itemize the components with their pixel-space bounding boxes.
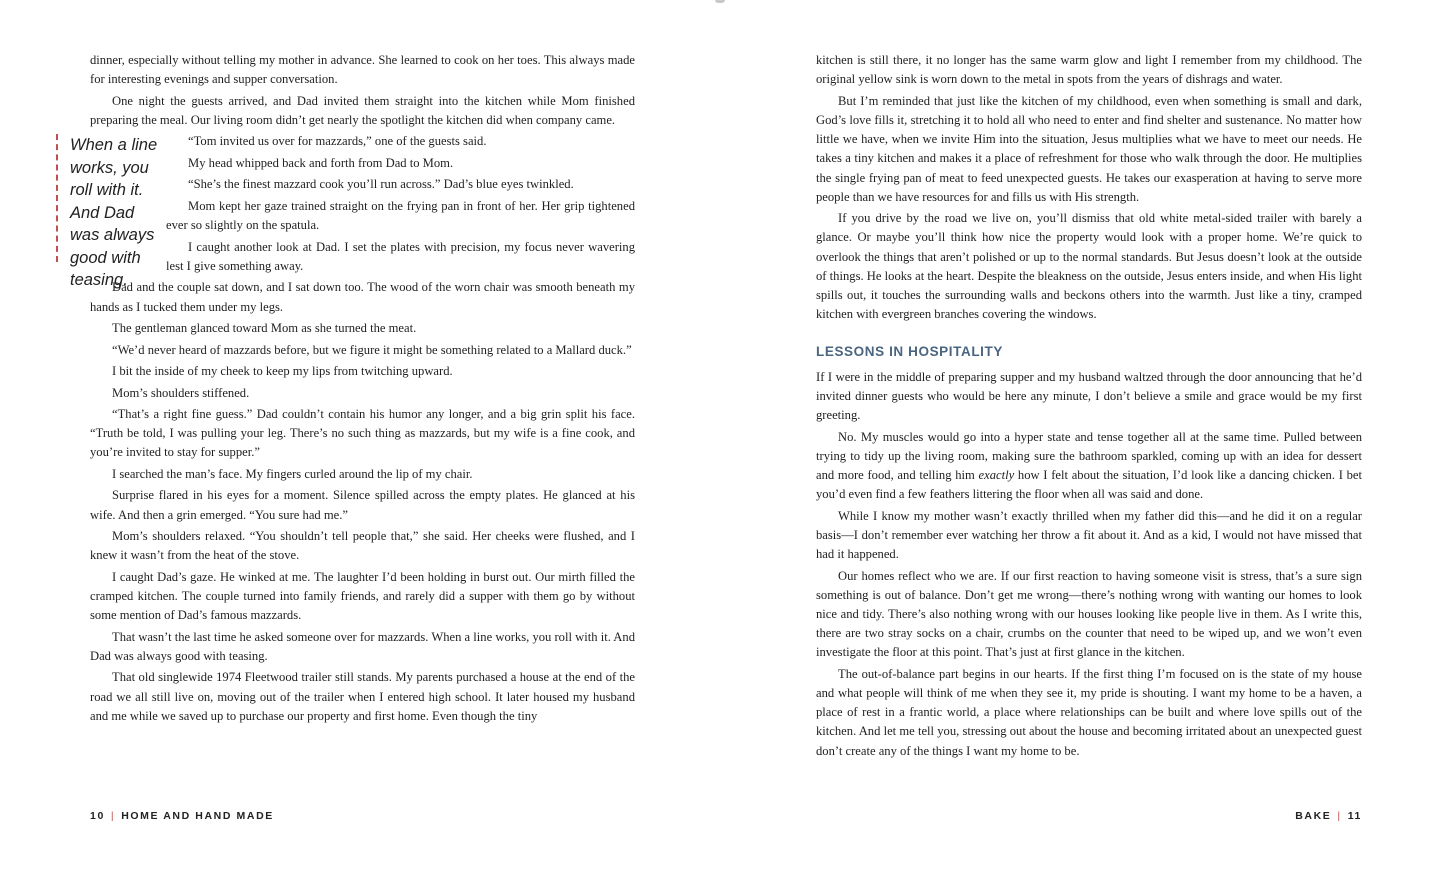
footer-separator: | bbox=[110, 810, 116, 822]
paragraph: That old singlewide 1974 Fleetwood trailer still stands. My parents purchased a house at the end of the road we all still live on, moving out of the trailer when I entered high school. It later housed my husband and me while we saved up to purchase our property and first home. Even though the tiny bbox=[90, 670, 635, 723]
text-run: No. My muscles would go into a hyper state and tense together all at the same time. Pulled between trying to tidy up the living room, making sure the bathroom sparkled, coming up with an idea for dessert and more food, and telling him bbox=[816, 429, 1362, 482]
paragraph: Our homes reflect who we are. If our first reaction to having someone visit is stress, that’s a sure sign something is out of balance. Don’t get me wrong—there’s nothing wrong with wanting our homes to look nice and tidy. There’s also nothing wrong with our houses looking like people live in them. As I write this, there are two stray socks on a chair, crumbs on the counter that need to be wiped up, and we won’t even investigate the floor at this point. That’s just at first glance in the kitchen. bbox=[816, 568, 1362, 660]
paragraph: Surprise flared in his eyes for a moment. Silence spilled across the empty plates. He glanced at his wife. And then a grin emerged. “You sure had me.” bbox=[90, 488, 635, 522]
right-body-text bbox=[816, 51, 1362, 763]
paragraph: kitchen is still there, it no longer has the same warm glow and light I remember from my childhood. The original yellow sink is worn down to the metal in spots from the years of dishrags and water. bbox=[816, 53, 1362, 87]
paragraph: I searched the man’s face. My fingers curled around the lip of my chair. bbox=[112, 466, 473, 481]
paragraph bbox=[816, 428, 1362, 505]
paragraph: If I were in the middle of preparing supper and my husband waltzed through the door announcing that he’d invited dinner guests who would be here any minute, I don’t believe a smile and grace would be my first greeting. bbox=[816, 369, 1362, 423]
paragraph: Mom’s shoulders stiffened. bbox=[112, 385, 250, 400]
paragraph: The out-of-balance part begins in our hearts. If the first thing I’m focused on is the state of my house and what people will think of me when they see it, my pride is shouting. I want my home to be a haven, a place of rest in a frantic world, a place where relationships can be built and where love spills out of the kitchen. And let me tell you, stressing out about the house and becoming irritated about an unexpected guest don’t create any of the things I want my home to be. bbox=[816, 666, 1362, 758]
paragraph: But I’m reminded that just like the kitchen of my childhood, even when something is small and dark, God’s love fills it, stretching it to hold all who need to enter and find shelter and sustenance. No matter how little we have, when we invite Him into the situation, Jesus multiplies what we have to meet our needs. He takes a tiny kitchen and makes it a place of refreshment for those who walk through the door. He multiplies the single frying pan of meat to feed unexpected guests. He takes our exasperation at having to serve more people than we have resources for and fills us with His strength. bbox=[816, 93, 1362, 204]
right-footer bbox=[1295, 810, 1362, 822]
paragraph: Dad and the couple sat down, and I sat down too. The wood of the worn chair was smooth beneath my hands as I tucked them under my legs. bbox=[90, 280, 635, 314]
paragraph: While I know my mother wasn’t exactly thrilled when my father did this—and he did it on a regular basis—I don’t remember ever watching her throw a fit about it. And as a kid, I would not have missed that had it happened. bbox=[816, 508, 1362, 562]
running-head: BAKE bbox=[1295, 810, 1332, 822]
paragraph: “She’s the finest mazzard cook you’ll run across.” Dad’s blue eyes twinkled. bbox=[188, 177, 574, 192]
paragraph: “Tom invited us over for mazzards,” one of the guests said. bbox=[188, 134, 487, 149]
paragraph: “That’s a right fine guess.” Dad couldn’t contain his humor any longer, and a big grin split his face. “Truth be told, I was pulling your leg. There’s no such thing as mazzards, but my wife is a fine cook, and you’re invited to stay for supper.” bbox=[90, 407, 635, 460]
paragraph: My head whipped back and forth from Dad to Mom. bbox=[188, 155, 454, 170]
running-head: HOME AND HAND MADE bbox=[121, 810, 274, 822]
left-page bbox=[0, 0, 719, 881]
section-heading: LESSONS IN HOSPITALITY bbox=[816, 344, 1003, 360]
left-body-text bbox=[70, 51, 635, 728]
emphasis-text: exactly bbox=[978, 467, 1015, 482]
paragraph: I caught another look at Dad. I set the plates with precision, my focus never wavering lest I give something away. bbox=[166, 239, 635, 273]
text-run: how I felt about the situation, I’d look like a dancing chicken. I bet you’d even find a few feathers littering the floor when all was said and done. bbox=[816, 467, 1363, 502]
page-number: 11 bbox=[1347, 810, 1362, 822]
paragraph: dinner, especially without telling my mother in advance. She learned to cook on her toes. This always made for interesting evenings and supper conversation. bbox=[90, 53, 635, 87]
paragraph: Mom kept her gaze trained straight on the frying pan in front of her. Her grip tightened ever so slightly on the spatula. bbox=[166, 198, 635, 233]
pull-quote-block bbox=[70, 132, 635, 290]
left-footer bbox=[90, 810, 274, 822]
paragraph: I caught Dad’s gaze. He winked at me. The laughter I’d been holding in burst out. Our mirth filled the cramped kitchen. The couple turned into family friends, and rarely did a supper with them go by without some mention of Dad’s famous mazzards. bbox=[90, 569, 635, 623]
paragraph: The gentleman glanced toward Mom as she turned the meat. bbox=[112, 321, 417, 336]
paragraph: One night the guests arrived, and Dad invited them straight into the kitchen while Mom finished preparing the meal. Our living room didn’t get nearly the spotlight the kitchen did when company came. bbox=[90, 93, 635, 127]
paragraph: If you drive by the road we live on, you’ll dismiss that old white metal-sided trailer with barely a glance. Or maybe you’ll think how nice the property would look with a proper home. We’re quick to overlook the things that aren’t polished or up to the normal standards. But Jesus doesn’t look at the outside of things. He looks at the heart. Despite the bleakness on the outside, Jesus enters inside, and when His light spills out, it touches the surrounding walls and beckons others into the warmth. Just like a tiny, cramped kitchen with evergreen branches covering the windows. bbox=[816, 211, 1362, 322]
page-number: 10 bbox=[90, 810, 105, 822]
footer-separator: | bbox=[1337, 810, 1342, 822]
paragraph: I bit the inside of my cheek to keep my lips from twitching upward. bbox=[112, 364, 453, 379]
pull-quote-adjacent-text bbox=[166, 132, 635, 278]
pull-quote: When a line works, you roll with it. And Dad was always good with teasing. bbox=[56, 134, 158, 262]
paragraph: That wasn’t the last time he asked someone over for mazzards. When a line works, you roll with it. And Dad was always good with teasing. bbox=[90, 629, 635, 663]
paragraph: “We’d never heard of mazzards before, but we figure it might be something related to a Mallard duck.” bbox=[112, 342, 632, 357]
paragraph: Mom’s shoulders relaxed. “You shouldn’t tell people that,” she said. Her cheeks were flushed, and I knew it wasn’t from the heat of the stove. bbox=[90, 529, 635, 563]
right-page bbox=[720, 0, 1439, 881]
